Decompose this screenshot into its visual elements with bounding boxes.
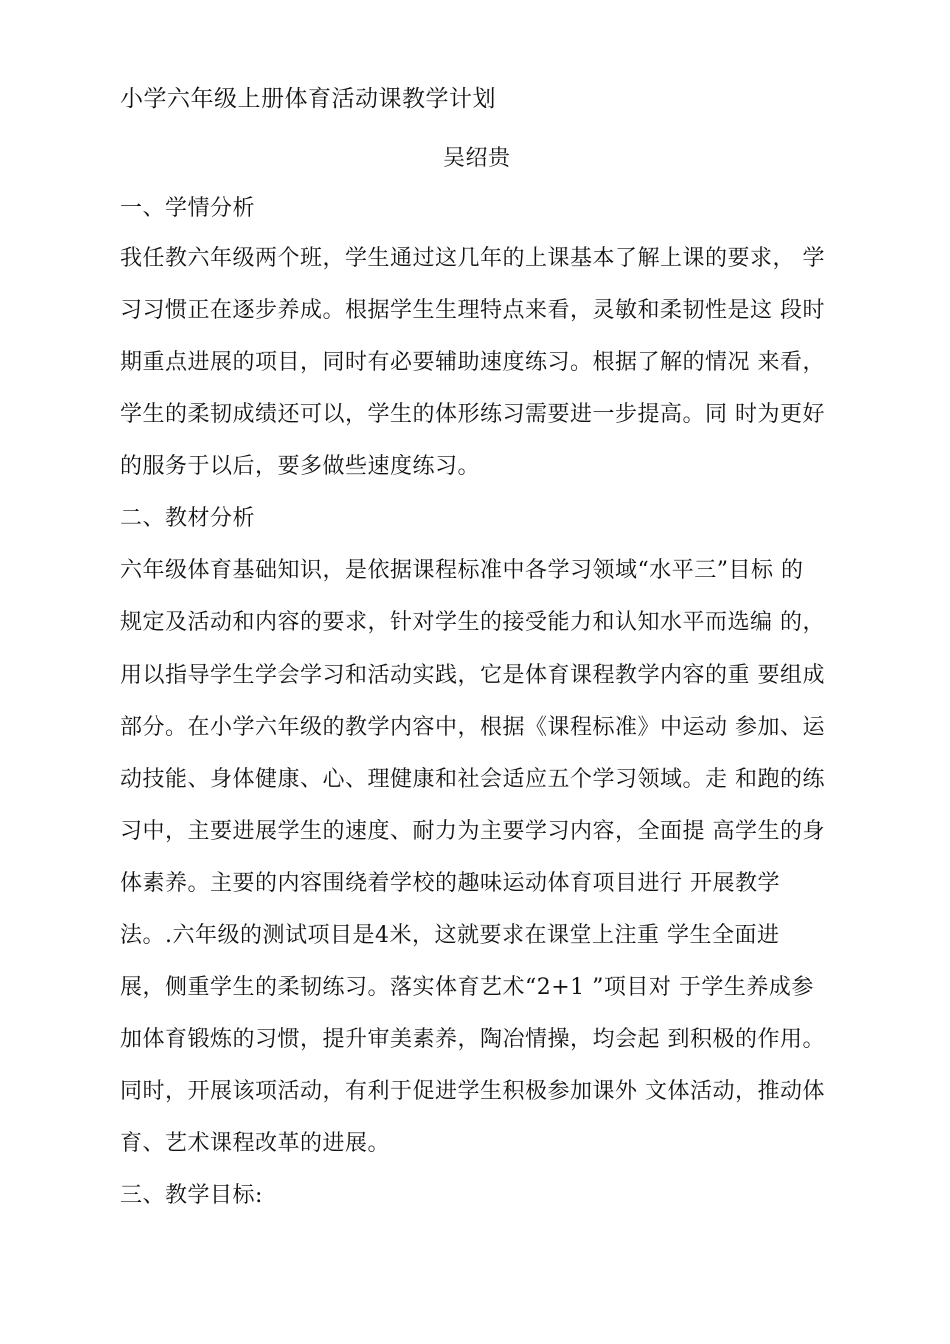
section-heading-1: 一、学情分析: [120, 196, 256, 221]
document-title: 小学六年级上册体育活动课教学计划: [120, 86, 496, 112]
paragraph-line: 部分。在小学六年级的教学内容中，根据《课程标准》中运动 参加、运: [120, 715, 825, 740]
section-heading-2: 二、教材分析: [120, 506, 256, 531]
paragraph-line: 规定及活动和内容的要求，针对学生的接受能力和认知水平而选编 的，: [120, 610, 825, 635]
paragraph-line: 我任教六年级两个班，学生通过这几年的上课基本了解上课的要求， 学: [120, 246, 825, 271]
paragraph-line: 加体育锻炼的习惯，提升审美素养，陶冶情操，均会起 到积极的作用。: [120, 1027, 825, 1052]
paragraph-line: 学生的柔韧成绩还可以，学生的体形练习需要进一步提高。同 时为更好: [120, 402, 825, 427]
paragraph-line: 六年级体育基础知识，是依据课程标准中各学习领域“水平三”目标 的: [120, 558, 804, 583]
paragraph-line: 用以指导学生学会学习和活动实践，它是体育课程教学内容的重 要组成: [120, 663, 825, 688]
paragraph-line: 展，侧重学生的柔韧练习。落实体育艺术“2+1 ”项目对 于学生养成参: [120, 975, 814, 1000]
paragraph-line: 的服务于以后，要多做些速度练习。: [120, 454, 481, 479]
document-author: 吴绍贵: [443, 146, 511, 171]
paragraph-line: 习中，主要进展学生的速度、耐力为主要学习内容，全面提 高学生的身: [120, 819, 825, 844]
paragraph-line: 法。.六年级的测试项目是4米，这就要求在课堂上注重 学生全面进: [120, 923, 780, 948]
paragraph-line: 习习惯正在逐步养成。根据学生生理特点来看，灵敏和柔韧性是这 段时: [120, 298, 825, 323]
paragraph-line: 同时，开展该项活动，有利于促进学生积极参加课外 文体活动，推动体: [120, 1079, 825, 1104]
paragraph-line: 期重点进展的项目，同时有必要辅助速度练习。根据了解的情况 来看，: [120, 350, 825, 375]
paragraph-line: 体素养。主要的内容围绕着学校的趣味运动体育项目进行 开展教学: [120, 871, 780, 896]
section-heading-3: 三、教学目标:: [120, 1183, 263, 1208]
paragraph-line: 育、艺术课程改革的进展。: [120, 1131, 391, 1156]
paragraph-line: 动技能、身体健康、心、理健康和社会适应五个学习领域。走 和跑的练: [120, 767, 825, 792]
